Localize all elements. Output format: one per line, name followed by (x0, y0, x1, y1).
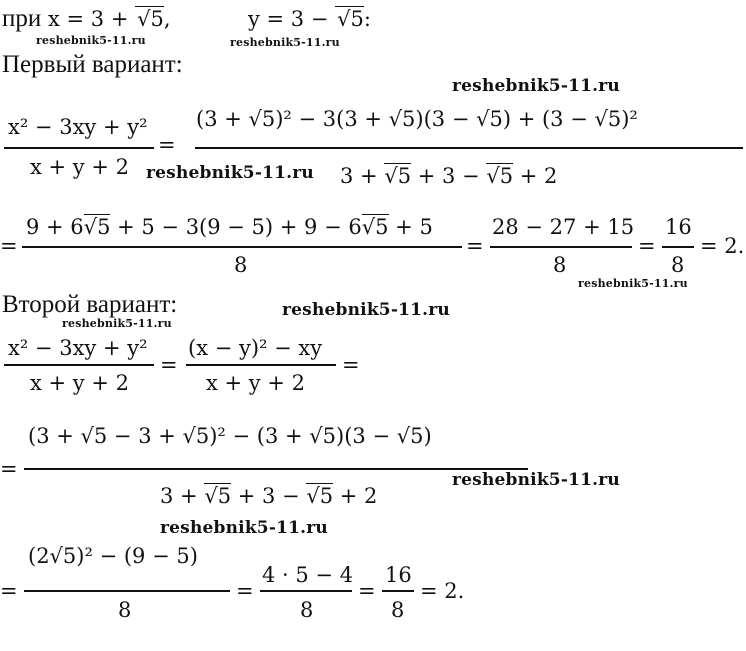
v2-final-denominator: 8 (118, 598, 132, 622)
v2-lhs-fraction-bar (4, 364, 154, 366)
v1-den-part-a: 3 + (340, 164, 385, 188)
equals-sign: = (160, 353, 178, 377)
watermark: reshebnik5-11.ru (62, 317, 172, 330)
v2-den-radicand-2: 5 (319, 484, 334, 508)
watermark: reshebnik5-11.ru (146, 163, 314, 183)
equals-sign: = (466, 234, 484, 258)
given-y-text: y = 3 − (248, 7, 336, 31)
v1-step-part-c: + 5 (388, 215, 433, 239)
equals-sign: = (236, 579, 254, 603)
v2-mid-numerator: (x − y)² − xy (188, 336, 323, 360)
v2-big-numerator: (3 + √5 − 3 + √5)² − (3 + √5)(3 − √5) (28, 424, 432, 448)
v1-lhs-denominator: x + y + 2 (30, 155, 129, 179)
v2-frac2-numerator: 4 · 5 − 4 (262, 563, 354, 587)
v2-final-numerator: (2√5)² − (9 − 5) (28, 544, 198, 568)
v1-step-radicand-1: 5 (97, 215, 111, 239)
equals-sign: = (0, 457, 18, 481)
v1-big-denominator (340, 166, 557, 187)
watermark: reshebnik5-11.ru (36, 34, 146, 47)
v2-frac3-bar (382, 590, 414, 592)
v1-frac2-bar (490, 246, 632, 248)
v2-den-part-c: + 2 (333, 484, 378, 508)
v1-den-part-c: + 2 (513, 164, 558, 188)
v2-result: = 2. (420, 579, 465, 603)
v1-den-part-b: + 3 − (411, 164, 487, 188)
equals-sign: = (0, 579, 18, 603)
v2-den-radicand-1: 5 (217, 484, 232, 508)
v1-big-fraction-bar (195, 147, 743, 149)
v1-big-numerator: (3 + √5)² − 3(3 + √5)(3 − √5) + (3 − √5)² (196, 107, 638, 131)
v1-den-radicand-2: 5 (499, 164, 514, 188)
watermark: reshebnik5-11.ru (452, 76, 620, 96)
v2-mid-fraction-bar (186, 364, 336, 366)
v1-frac3-numerator: 16 (665, 215, 692, 239)
v1-step-denominator: 8 (234, 253, 248, 277)
sqrt-sign: √ (306, 484, 320, 508)
v2-frac3-denominator: 8 (391, 598, 405, 622)
given-y-colon: : (363, 7, 371, 31)
v2-final-fraction-bar (24, 590, 230, 592)
sqrt-sign: √ (384, 164, 398, 188)
sqrt-sign: √ (337, 7, 351, 31)
v2-den-part-a: 3 + (160, 484, 205, 508)
v2-lhs-denominator: x + y + 2 (30, 371, 129, 395)
given-x-text: x = 3 + (48, 7, 136, 31)
watermark: reshebnik5-11.ru (452, 470, 620, 490)
sqrt-sign: √ (361, 215, 376, 239)
variant2-title: Второй вариант: (2, 291, 178, 318)
equals-sign: = (358, 579, 376, 603)
v2-mid-denominator: x + y + 2 (206, 371, 305, 395)
v2-big-denominator (160, 486, 377, 507)
v2-frac2-denominator: 8 (300, 598, 314, 622)
watermark: reshebnik5-11.ru (230, 36, 340, 49)
v1-step-fraction-bar (22, 246, 462, 248)
given-prefix: при (2, 5, 42, 32)
v2-frac3-numerator: 16 (385, 563, 412, 587)
sqrt-sign: √ (486, 164, 500, 188)
v1-step-part-a: 9 + 6 (26, 215, 84, 239)
v1-lhs-numerator: x² − 3xy + y² (8, 115, 148, 139)
watermark: reshebnik5-11.ru (160, 518, 328, 538)
v2-lhs-numerator: x² − 3xy + y² (8, 336, 148, 360)
given-y-radicand: 5 (350, 7, 364, 31)
v2-den-part-b: + 3 − (231, 484, 307, 508)
sqrt-sign: √ (204, 484, 218, 508)
equals-sign: = (158, 133, 176, 157)
v1-frac3-bar (662, 246, 694, 248)
v1-frac2-numerator: 28 − 27 + 15 (492, 215, 635, 239)
equals-sign: = (638, 234, 656, 258)
v1-step-radicand-2: 5 (375, 215, 389, 239)
v1-frac3-denominator: 8 (671, 253, 685, 277)
v2-frac2-bar (260, 590, 352, 592)
given-x (48, 9, 171, 30)
variant1-title: Первый вариант: (2, 51, 183, 78)
v1-step-part-b: + 5 − 3(9 − 5) + 9 − 6 (110, 215, 362, 239)
equals-sign: = (0, 234, 18, 258)
v1-result: = 2. (700, 234, 745, 258)
sqrt-sign: √ (137, 7, 151, 31)
v1-lhs-fraction-bar (4, 147, 154, 149)
given-x-radicand: 5 (150, 7, 164, 31)
given-y (248, 9, 371, 30)
given-x-comma: , (163, 7, 171, 31)
v1-step-numerator (26, 217, 433, 238)
equals-sign: = (342, 353, 360, 377)
v1-den-radicand-1: 5 (397, 164, 412, 188)
sqrt-sign: √ (83, 215, 98, 239)
watermark: reshebnik5-11.ru (578, 277, 688, 290)
v1-frac2-denominator: 8 (553, 253, 567, 277)
watermark: reshebnik5-11.ru (282, 300, 450, 320)
